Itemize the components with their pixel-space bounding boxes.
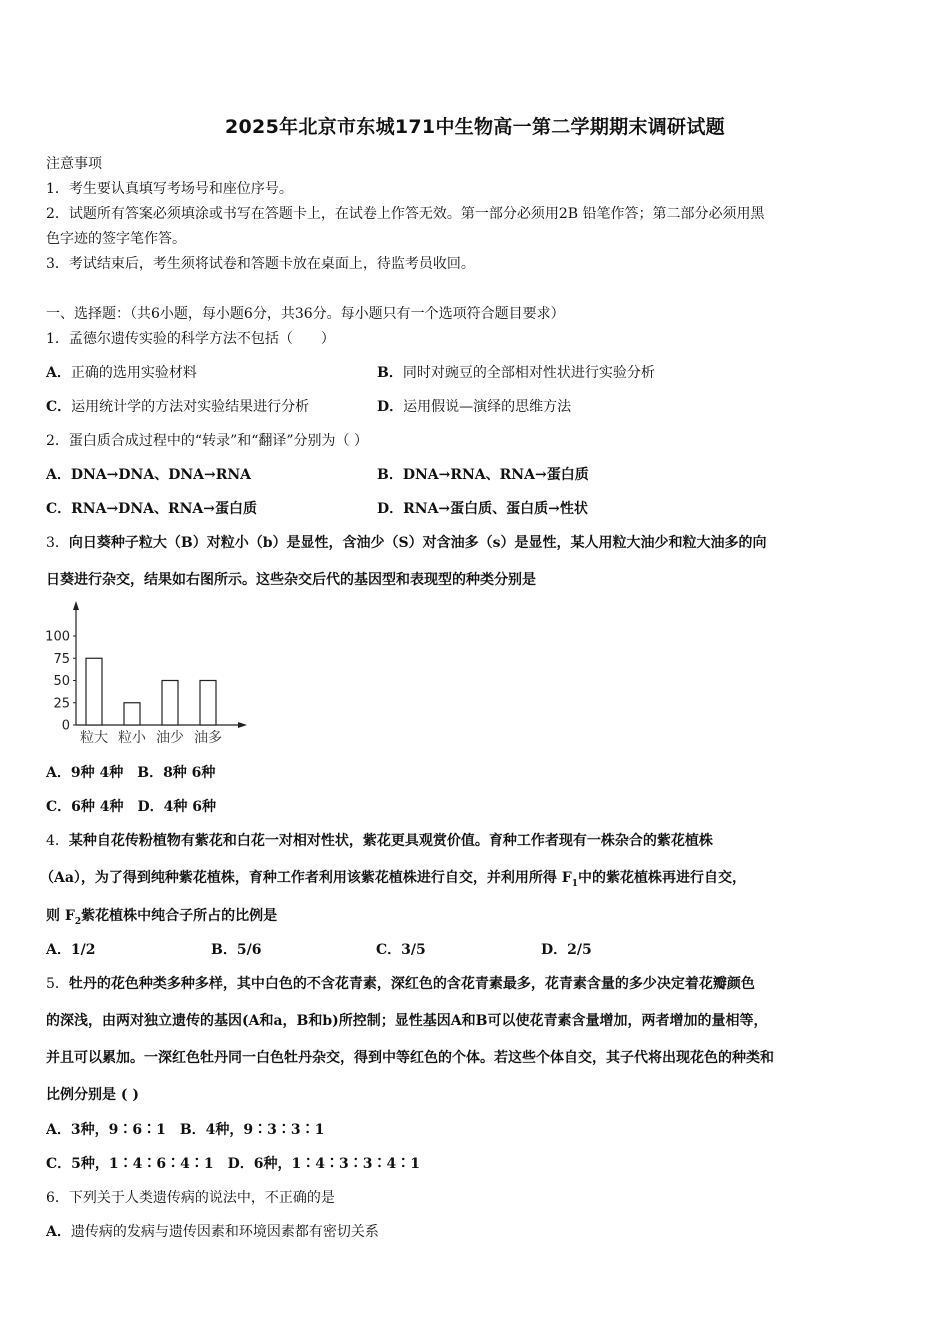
q2-option-d [377, 498, 588, 518]
y-tick-label: 50 [53, 674, 70, 689]
option-text: 2/5 [567, 942, 592, 958]
question-5-stem-cont: 的深浅，由两对独立遗传的基因(A和a，B和b)所控制；显性基因A和B可以使花青素含量增加，两者增加的量相等， [46, 1013, 768, 1029]
chart-bars [86, 658, 216, 725]
bar [162, 681, 178, 726]
option-label: A． [46, 765, 71, 781]
option-text: 1/2 [70, 942, 96, 958]
option-label: C． [46, 1156, 72, 1172]
question-number: 2． [46, 433, 69, 449]
y-tick-label: 100 [45, 629, 70, 645]
bar [200, 681, 216, 726]
q4-option-d [541, 939, 592, 959]
option-label: C． [46, 799, 72, 815]
option-text: 3/5 [401, 942, 426, 958]
page-title: 2025年北京市东城171中生物高一第二学期期末调研试题 [225, 116, 725, 138]
option-text: DNA→RNA、RNA→蛋白质 [402, 467, 589, 483]
question-number: 1． [46, 331, 69, 347]
option-label: D． [377, 399, 404, 415]
question-text: 牡丹的花色种类多种多样，其中白色的不含花青素，深红色的含花青素最多，花青素含量的多少决定着花瓣颜色 [68, 976, 755, 992]
option-label: C． [376, 942, 402, 958]
option-label: A． [46, 365, 71, 381]
question-4-stem-cont [40, 867, 746, 889]
category-label: 油少 [156, 730, 184, 746]
notice-heading: 注意事项 [46, 156, 102, 172]
question-number: 5． [46, 976, 69, 992]
option-label: D． [541, 942, 568, 958]
option-text: 运用统计学的方法对实验结果进行分析 [71, 399, 310, 415]
question-1-stem [46, 328, 335, 348]
q5-options-cd [46, 1153, 420, 1173]
option-text: 9种 4种 B．8种 6种 [70, 765, 216, 781]
q4-option-b [211, 939, 261, 959]
subscript: 1 [571, 878, 579, 889]
section-heading: 一、选择题：（共6小题，每小题6分，共36分。每小题只有一个选项符合题目要求） [46, 306, 565, 322]
option-text: RNA→DNA、RNA→蛋白质 [71, 501, 258, 517]
question-text: 紫花植株中纯合子所占的比例是 [81, 908, 278, 924]
y-axis-arrow [73, 601, 79, 610]
question-3-stem [46, 532, 767, 552]
option-label: A． [46, 1122, 71, 1138]
option-label: B． [377, 365, 403, 381]
option-label: B． [377, 467, 403, 483]
q6-option-a [46, 1221, 379, 1241]
option-label: A． [46, 467, 71, 483]
bar-chart [40, 598, 260, 752]
subscript: 2 [74, 916, 82, 927]
option-text: 3种，9∶6∶1 B．4种，9∶3∶3∶1 [70, 1122, 325, 1138]
y-tick-label: 75 [53, 651, 70, 667]
chart-ticks [45, 630, 76, 734]
option-text: 5种，1∶4∶6∶4∶1 D．6种，1∶4∶3∶3∶4∶1 [71, 1156, 420, 1172]
question-text: 孟德尔遗传实验的科学方法不包括（ ） [68, 331, 335, 347]
q3-options-ab [46, 762, 215, 782]
notice-item: 色字迹的签字笔作答。 [46, 231, 186, 247]
notice-item: 3．考试结束后，考生须将试卷和答题卡放在桌面上，待监考员收回。 [46, 256, 475, 272]
q5-options-ab [46, 1119, 324, 1139]
question-text: （Aa），为了得到纯种紫花植株，育种工作者利用该紫花植株进行自交，并利用所得 F [40, 870, 572, 886]
q1-option-b [377, 362, 655, 382]
q2-option-c [46, 498, 257, 518]
question-number: 3． [46, 535, 69, 551]
q4-option-c [376, 939, 426, 959]
x-axis-arrow [238, 722, 247, 728]
q1-option-d [377, 396, 571, 416]
option-label: C． [46, 501, 72, 517]
option-label: A． [46, 1224, 71, 1240]
question-5-stem [46, 973, 755, 993]
y-tick-label: 0 [61, 718, 70, 734]
bar [86, 658, 102, 725]
option-label: A． [46, 942, 71, 958]
q3-options-cd [46, 796, 216, 816]
question-2-stem [46, 430, 368, 450]
question-text: 中的紫花植株再进行自交， [578, 870, 747, 886]
notice-item: 2．试题所有答案必须填涂或书写在答题卡上，在试卷上作答无效。第一部分必须用2B 铅笔作答；第二部分必须用黑 [46, 206, 765, 222]
category-label: 粒小 [118, 730, 146, 746]
option-text: 遗传病的发病与遗传因素和环境因素都有密切关系 [70, 1224, 379, 1240]
question-6-stem [46, 1187, 335, 1207]
question-text: 蛋白质合成过程中的“转录”和“翻译”分别为（ ） [68, 433, 368, 449]
question-4-stem-cont [46, 905, 277, 927]
option-text: 运用假说—演绎的思维方法 [403, 399, 572, 415]
question-4-stem [46, 830, 713, 850]
question-text: 向日葵种子粒大（B）对粒小（b）是显性，含油少（S）对含油多（s）是显性，某人用粒大油少和粒大油多的向 [68, 535, 767, 551]
question-text: 则 F [46, 908, 75, 924]
bar [124, 703, 140, 725]
notice-item: 1．考生要认真填写考场号和座位序号。 [46, 181, 293, 197]
question-text: 某种自花传粉植物有紫花和白花一对相对性状，紫花更具观赏价值。育种工作者现有一株杂合的紫花植株 [68, 833, 713, 849]
question-text: 下列关于人类遗传病的说法中，不正确的是 [68, 1190, 335, 1206]
question-number: 6． [46, 1190, 69, 1206]
option-text: 正确的选用实验材料 [70, 365, 197, 381]
option-text: 5/6 [236, 942, 262, 958]
option-label: C． [46, 399, 72, 415]
question-3-stem-cont: 日葵进行杂交，结果如右图所示。这些杂交后代的基因型和表现型的种类分别是 [46, 572, 536, 588]
q1-option-a [46, 362, 197, 382]
question-5-stem-cont: 并且可以累加。一深红色牡丹同一白色牡丹杂交，得到中等红色的个体。若这些个体自交，其子代将出现花色的种类和 [46, 1050, 774, 1066]
q2-option-b [377, 464, 589, 484]
category-label: 粒大 [80, 730, 108, 746]
q4-option-a [46, 939, 95, 959]
option-text: RNA→蛋白质、蛋白质→性状 [403, 501, 588, 517]
question-number: 4． [46, 833, 69, 849]
option-text: 同时对豌豆的全部相对性状进行实验分析 [402, 365, 655, 381]
y-tick-label: 25 [53, 696, 70, 712]
option-label: D． [377, 501, 404, 517]
question-5-stem-cont: 比例分别是 ( ) [46, 1087, 139, 1103]
option-text: 6种 4种 D．4种 6种 [71, 799, 217, 815]
option-label: B． [211, 942, 237, 958]
q2-option-a [46, 464, 251, 484]
option-text: DNA→DNA、DNA→RNA [70, 467, 252, 483]
category-label: 油多 [194, 730, 222, 746]
q1-option-c [46, 396, 309, 416]
chart-categories [80, 729, 222, 746]
